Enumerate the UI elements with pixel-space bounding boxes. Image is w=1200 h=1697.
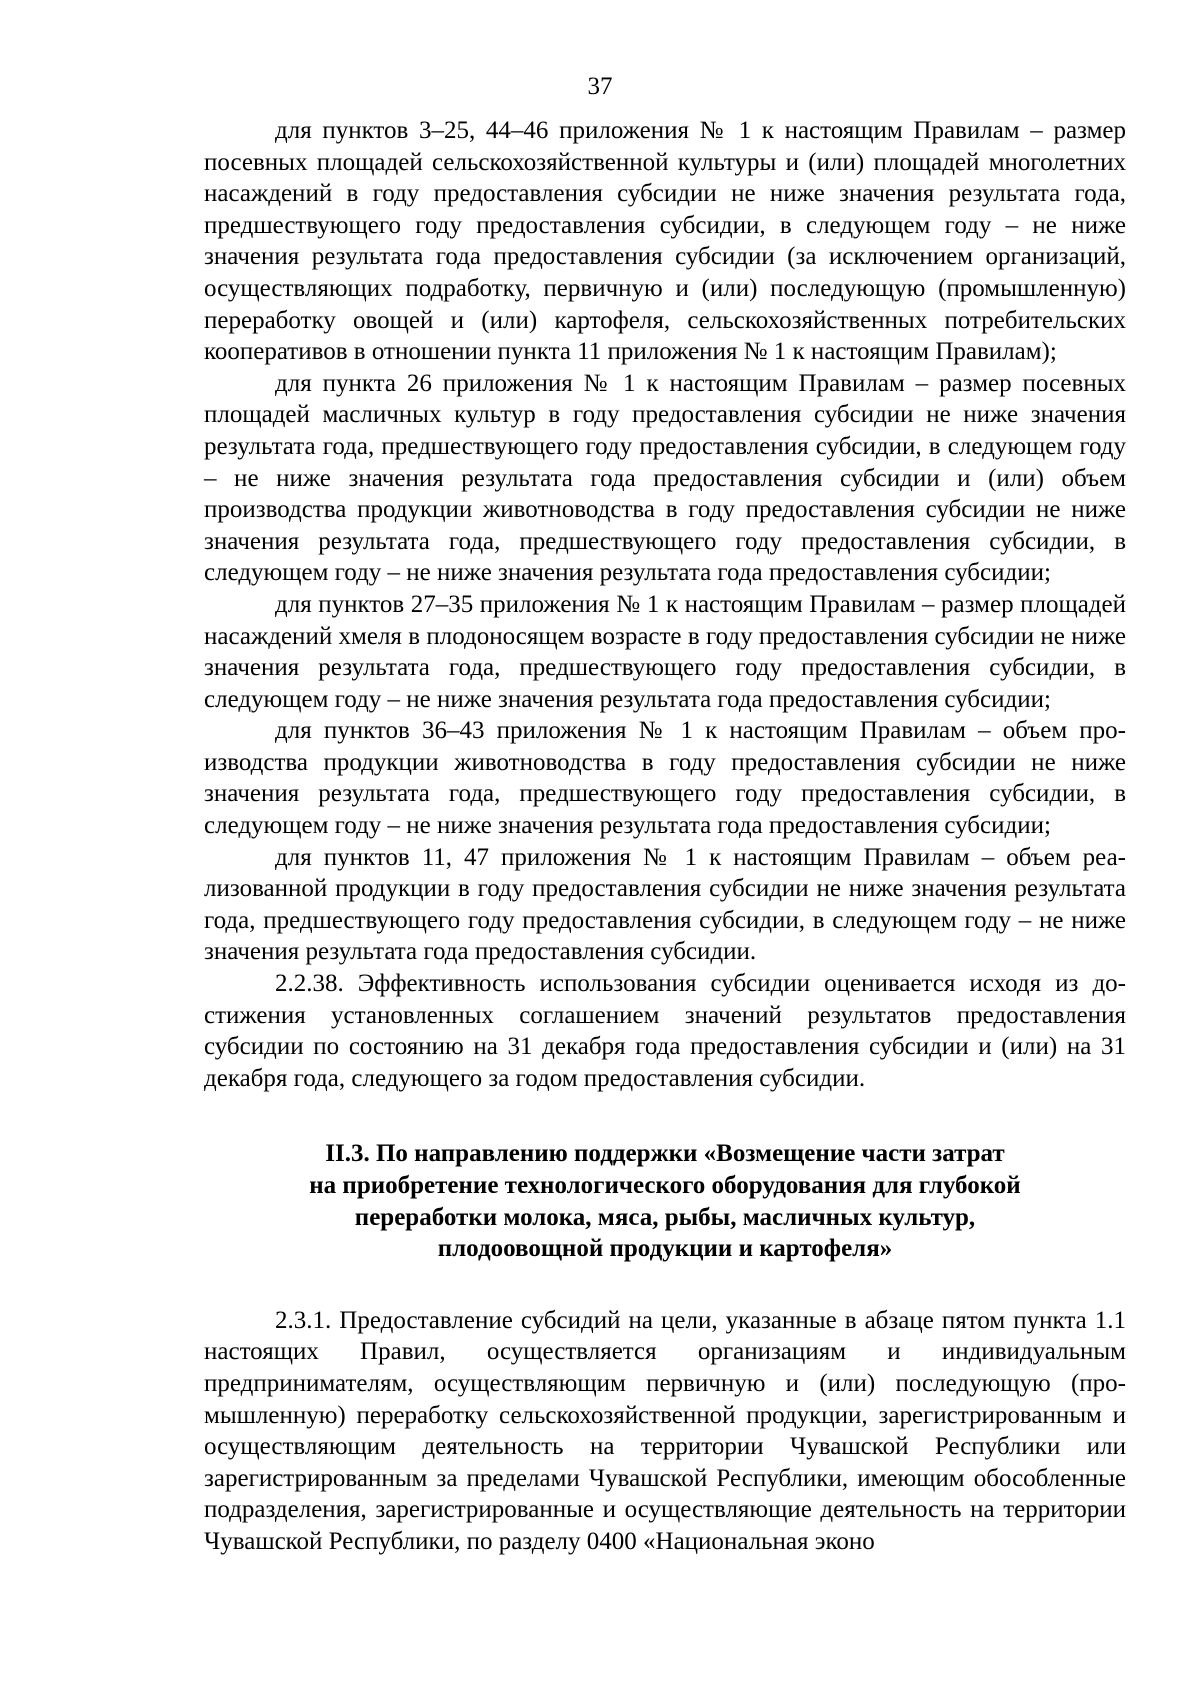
section-heading-line: переработки молока, мяса, рыбы, масличных культур, bbox=[354, 1203, 976, 1231]
paragraph-rule-26: для пункта 26 приложения № 1 к настоящим Правилам – размер посевных площадей масличных культур в году предоставления субсидии не ниже значения результата года, предшествующего году предоставления субсидии, в следующем году – не ниже значения результата года предоставления субсидии и (или) объем производства продукции животноводства в году предоставления субсидии не ниже значения результата года, предшествующего году предоставления субсидии, в следующем году – не ниже значения результата года предоставления субсидии; bbox=[204, 369, 1126, 587]
paragraph-2-3-1: 2.3.1. Предоставление субсидий на цели, указанные в абзаце пятом пункта 1.1 настоящих Правил, осуществляется организациям и индивидуальным предпринимателям, осуществляющим первичную и (или) последующую (промышленную) переработку сельскохозяйственной продукции, зарегистрированным и осуществляющим деятельность на территории Чувашской Республики или зарегистрированным за пределами Чувашской Республики, имеющим обособленные подразделения, зарегистрированные и осуществляющие деятельность на территории Чувашской Республики, по разделу 0400 «Национальная эконо bbox=[204, 1306, 1126, 1555]
paragraph-2-2-38: 2.2.38. Эффективность использования субсидии оценивается исходя из достижения установленных соглашением значений результатов предоставления субсидии по состоянию на 31 декабря года предоставления субсидии и (или) на 31 декабря года, следующего за годом предоставления субсидии. bbox=[204, 970, 1126, 1092]
section-heading bbox=[204, 1138, 1126, 1264]
section-heading-line: II.3. По направлению поддержки «Возмещение части затрат bbox=[325, 1140, 1005, 1168]
paragraph-rules-11-47: для пунктов 11, 47 приложения № 1 к настоящим Правилам – объем реализованной продукции в году предоставления субсидии не ниже значения результата года, предшествующего году предоставления субсидии, в следующем году – не ниже значения результата года предоставления субсидии. bbox=[204, 843, 1126, 966]
paragraph-rules-27-35: для пунктов 27–35 приложения № 1 к настоящим Правилам – размер площадей насаждений хмеля в плодоносящем возрасте в году предоставления субсидии не ниже значения результата года, предшествующего году предоставления субсидии, в следующем году – не ниже значения результата года предоставления субсидии; bbox=[204, 590, 1126, 713]
section-heading-line: на приобретение технологического оборудования для глубокой bbox=[309, 1172, 1021, 1199]
paragraph-rules-3-25: для пунктов 3–25, 44–46 приложения № 1 к настоящим Правилам – размер посевных площадей сельскохозяйственной культуры и (или) площадей многолетних насаждений в году предоставления субсидии не ниже значения результата года, предшествующего году предоставления субсидии, в следующем году – не ниже значения результата года предоставления субсидии (за исключением организаций, осуществляющих подработку, первичную и (или) последующую (промышленную) переработку овощей и (или) картофеля, сельскохозяйственных потребительских кооперативов в отношении пункта 11 приложения № 1 к настоящим Правилам); bbox=[204, 117, 1126, 366]
section-heading-line: плодоовощной продукции и картофеля» bbox=[437, 1235, 893, 1263]
paragraph-rules-36-43: для пунктов 36–43 приложения № 1 к настоящим Правилам – объем производства продукции животноводства в году предоставления субсидии не ниже значения результата года, предшествующего году предоставления субсидии, в следующем году – не ниже значения результата года предоставления субсидии; bbox=[204, 717, 1126, 840]
document-body bbox=[204, 115, 1126, 1558]
page-number: 37 bbox=[587, 73, 613, 100]
